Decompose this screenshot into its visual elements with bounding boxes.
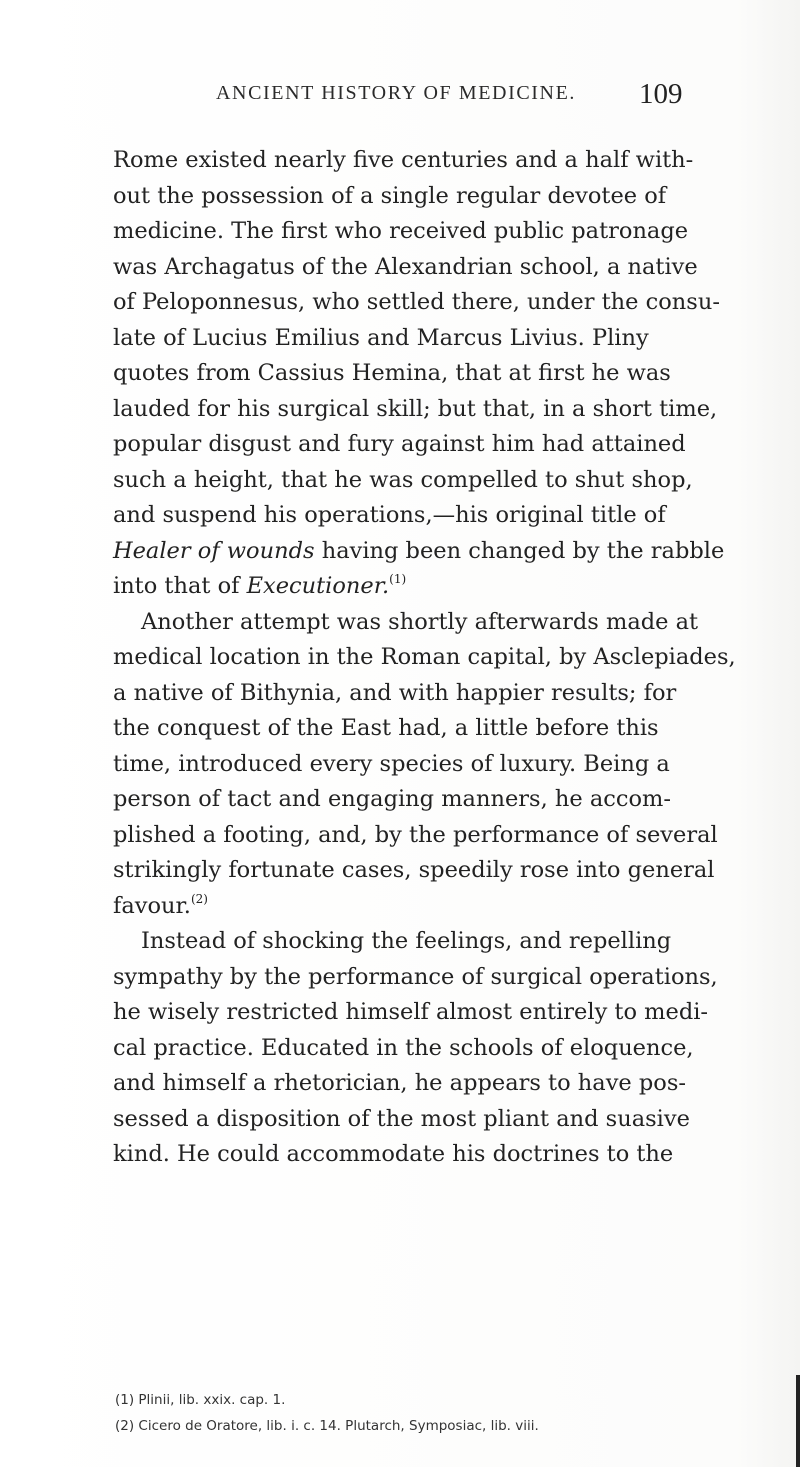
text-line: medicine. The first who received public patronage bbox=[113, 218, 689, 244]
text-line: quotes from Cassius Hemina, that at first he was bbox=[113, 360, 671, 386]
text-line: sessed a disposition of the most pliant and suasive bbox=[113, 1105, 690, 1132]
text-line: and suspend his operations,—his original title of bbox=[113, 502, 666, 528]
text-line bbox=[113, 534, 773, 570]
text-line: Instead of shocking the feelings, and repelling bbox=[141, 928, 672, 954]
text-line: popular disgust and fury against him had attained bbox=[113, 431, 686, 457]
text-line bbox=[113, 569, 773, 605]
italic-phrase: Healer of wounds bbox=[113, 537, 315, 564]
text-line: plished a footing, and, by the performance of several bbox=[113, 821, 718, 848]
footnotes bbox=[115, 1387, 775, 1439]
text-line: Another attempt was shortly afterwards made at bbox=[141, 608, 699, 635]
text-line: late of Lucius Emilius and Marcus Livius. Pliny bbox=[113, 324, 649, 351]
line-text: favour. bbox=[113, 892, 191, 919]
footnote-1: (1) Plinii, lib. xxix. cap. 1. bbox=[115, 1392, 286, 1408]
italic-phrase: Executioner. bbox=[246, 573, 390, 599]
text-line: such a height, that he was compelled to shut shop, bbox=[113, 466, 693, 493]
running-head bbox=[0, 78, 800, 118]
page-edge-mark bbox=[796, 1375, 800, 1467]
text-line: kind. He could accommodate his doctrines to the bbox=[113, 1141, 674, 1167]
footnote-ref-1[interactable]: (1) bbox=[389, 572, 407, 586]
text-line: lauded for his surgical skill; but that, in a short time, bbox=[113, 395, 718, 422]
line-rest: having been changed by the rabble bbox=[314, 537, 725, 564]
page-number: 109 bbox=[639, 78, 683, 110]
text-line: out the possession of a single regular devotee of bbox=[113, 182, 667, 209]
text-line bbox=[113, 889, 773, 925]
text-line: the conquest of the East had, a little before this bbox=[113, 715, 659, 741]
text-line: medical location in the Roman capital, by Asclepiades, bbox=[113, 644, 736, 670]
line-prefix: into that of bbox=[113, 573, 247, 599]
text-line: strikingly fortunate cases, speedily rose into general bbox=[113, 857, 715, 883]
text-line: person of tact and engaging manners, he accom- bbox=[113, 786, 671, 812]
text-line: a native of Bithynia, and with happier results; for bbox=[113, 679, 677, 706]
text-line: of Peloponnesus, who settled there, under the consu- bbox=[113, 289, 720, 315]
text-line: was Archagatus of the Alexandrian school, a native bbox=[113, 253, 698, 280]
text-line: sympathy by the performance of surgical operations, bbox=[113, 963, 718, 990]
footnote-2: (2) Cicero de Oratore, lib. i. c. 14. Plutarch, Symposiac, lib. viii. bbox=[115, 1418, 539, 1434]
running-title: ANCIENT HISTORY OF MEDICINE. bbox=[216, 82, 576, 104]
body-text bbox=[113, 143, 773, 1173]
text-line: Rome existed nearly five centuries and a half with- bbox=[113, 147, 694, 173]
text-line: cal practice. Educated in the schools of eloquence, bbox=[113, 1034, 694, 1061]
text-line: time, introduced every species of luxury. Being a bbox=[113, 750, 670, 777]
text-line: he wisely restricted himself almost entirely to medi- bbox=[113, 999, 709, 1025]
footnote-ref-2[interactable]: (2) bbox=[190, 891, 208, 906]
text-line: and himself a rhetorician, he appears to have pos- bbox=[113, 1070, 686, 1096]
